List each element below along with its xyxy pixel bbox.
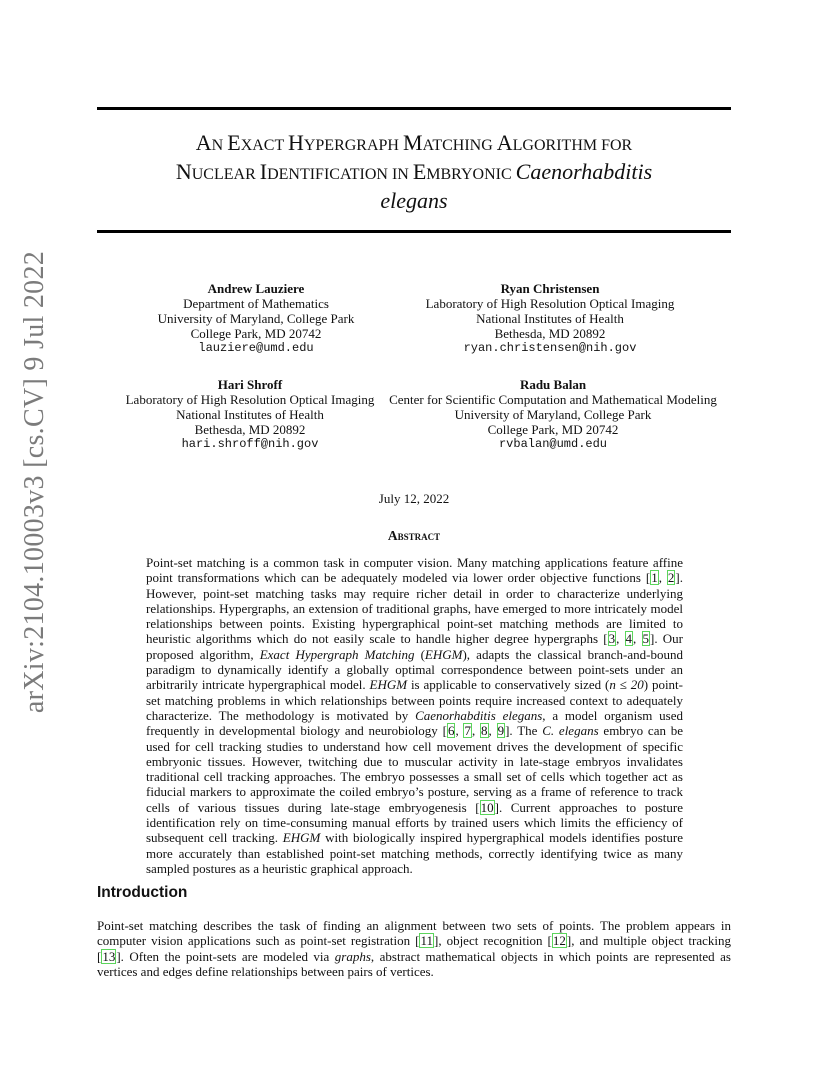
author-email[interactable]: hari.shroff@nih.gov — [181, 437, 319, 451]
title-text: ATCHING — [422, 137, 497, 154]
title-text: UCLEAR — [191, 166, 260, 183]
abstract-text: ]. Current approaches to posture identification rely on time-consuming manual efforts by trained users which limits the efficiency of subsequent cell tracking. — [146, 799, 684, 846]
citation-link[interactable]: 9 — [497, 723, 505, 739]
introduction-body — [97, 918, 731, 980]
author-affiliation: National Institutes of Health — [476, 311, 624, 326]
paper-title — [97, 130, 731, 214]
author-name: Hari Shroff — [217, 377, 283, 392]
citation-link[interactable]: 10 — [480, 799, 494, 815]
abstract-text: ) point-set matching problems in which relationships between points require increased context to adequately characterize. The methodology is motivated by — [146, 677, 684, 723]
citation-link[interactable]: 8 — [481, 723, 488, 739]
title-text: E — [227, 130, 241, 155]
top-rule — [97, 107, 731, 110]
abstract-emphasis: Caenorhabditis elegans — [415, 707, 543, 723]
author-block — [96, 377, 404, 452]
title-text: XACT — [240, 137, 288, 154]
citation-link[interactable]: 7 — [464, 723, 471, 739]
abstract-text: ( — [414, 646, 425, 662]
abstract-text: ), adapts the classical branch-and-bound paradigm to dynamically identify a globally optimal correspondence between point-sets under an arbitrarily intricate hypergraphical model. — [146, 646, 683, 693]
abstract-text: ]. Our proposed algorithm, — [146, 631, 684, 662]
citation-link[interactable]: 5 — [642, 631, 649, 647]
author-block — [395, 281, 705, 356]
bottom-rule — [97, 230, 731, 233]
title-text: I — [259, 159, 268, 184]
title-text: N — [211, 137, 228, 154]
abstract-text: is applicable to conservatively sized ( — [407, 677, 610, 693]
intro-emphasis: graphs — [334, 948, 371, 964]
abstract-emphasis: EHGM — [424, 646, 463, 662]
author-email[interactable]: ryan.christensen@nih.gov — [463, 341, 637, 355]
title-text: E — [412, 159, 427, 184]
abstract-emphasis: EHGM — [282, 830, 321, 846]
citation-link[interactable]: 2 — [667, 570, 675, 586]
abstract-text: , a model organism used frequently in developmental biology and neurobiology [ — [146, 707, 684, 739]
intro-text: , abstract mathematical objects in which points are represented as vertices and edges define relationships between pairs of vertices. — [97, 948, 731, 980]
citation-link[interactable]: 12 — [552, 933, 566, 949]
author-affiliation: Department of Mathematics — [183, 296, 329, 311]
author-affiliation: University of Maryland, College Park — [454, 407, 652, 422]
author-name: Ryan Christensen — [500, 281, 600, 296]
abstract-emphasis: EHGM — [369, 677, 408, 693]
citation-link[interactable]: 11 — [420, 933, 433, 949]
title-text: YPERGRAPH — [303, 137, 403, 154]
abstract-emphasis: C. elegans — [542, 723, 599, 739]
author-affiliation: Bethesda, MD 20892 — [194, 422, 306, 437]
title-text: DENTIFICATION IN — [267, 166, 413, 183]
author-affiliation: Center for Scientific Computation and Mathematical Modeling — [389, 392, 717, 407]
abstract-body: Point-set matching is a common task in computer vision. Many matching applications feature affine point transformations which can be adequately modeled via lower order objective functions [1, 2]. However, point-set matching tasks may require richer detail in order to characterize underlying relationships. Hypergraphs, an extension of traditional graphs, have emerged to more intricately model relationships between points. Existing hypergraphical point-set matching methods are limited to heuristic algorithms which do not easily scale to handle higher degree hypergraphs [3, 4, 5]. Our proposed algorithm, Exact Hypergraph Matching (EHGM), adapts the classical branch-and-bound paradigm to dynamically identify a globally optimal correspondence between point-sets under an arbitrarily intricate hypergraphical model. EHGM is applicable to conservatively sized (n ≤ 20) point-set matching problems in which relationships between points require increased context to adequately characterize. The methodology is motivated by Caenorhabditis elegans, a model organism used frequently in developmental biology and neurobiology [6, 7, 8, 9]. The C. elegans embryo can be used for cell tracking studies to understand how cell movement drives the development of specific embryonic tissues. However, twitching due to muscular activity in late-stage embryos invalidates traditional cell tracking approaches. The embryo possesses a small set of cells which together act as fiducial markers to approximate the coiled embryo’s posture, serving as a frame of reference to track cells of various tissues during late-stage embryogenesis [10]. Current approaches to posture identification rely on time-consuming manual efforts by trained users which limits the efficiency of subsequent cell tracking. EHGM with biologically inspired hypergraphical models identifies posture more accurately than established point-set matching methods, correctly identifying twice as many sampled postures as a heuristic graphical approach. — [146, 555, 684, 876]
section-heading-introduction: Introduction — [97, 884, 188, 901]
citation-link[interactable]: 6 — [447, 723, 455, 739]
author-affiliation: Laboratory of High Resolution Optical Imaging — [125, 392, 375, 407]
title-text: MBRYONIC — [426, 166, 516, 183]
abstract-text: ]. The — [505, 723, 543, 739]
title-text: A — [195, 130, 212, 155]
citation-link[interactable]: 4 — [625, 631, 633, 647]
author-affiliation: College Park, MD 20742 — [487, 422, 619, 437]
author-affiliation: Laboratory of High Resolution Optical Imaging — [425, 296, 675, 311]
intro-text: ], and multiple object tracking [ — [97, 933, 731, 964]
title-text: N — [175, 159, 192, 184]
author-affiliation: National Institutes of Health — [176, 407, 324, 422]
abstract-text: Point-set matching is a common task in computer vision. Many matching applications feature affine point transformations which can be adequately modeled via lower order objective functions [ — [146, 555, 683, 586]
author-affiliation: College Park, MD 20742 — [190, 326, 322, 341]
title-text: M — [402, 130, 423, 155]
abstract-heading — [97, 528, 731, 544]
paper-date: July 12, 2022 — [378, 491, 450, 506]
abstract-text: embryo can be used for cell tracking studies to understand how cell movement drives the development of specific embryonic tissues. However, twitching due to muscular activity in late-stage embryos invalidates traditional cell tracking approaches. The embryo possesses a small set of cells which together act as fiducial markers to approximate the coiled embryo’s posture, serving as a frame of reference to track cells of various tissues during late-stage embryogenesis [ — [146, 723, 684, 815]
citation-link[interactable]: 3 — [608, 631, 616, 647]
citation-link[interactable]: 1 — [651, 570, 658, 586]
author-email[interactable]: lauziere@umd.edu — [198, 341, 314, 355]
abstract-text: ]. However, point-set matching tasks may require richer detail in order to characterize underlying relationships. Hypergraphs, an extension of traditional graphs, have emerged to more intricately model relationships between points. Existing hypergraphical point-set matching methods are limited to heuristic algorithms which do not easily scale to handle higher degree hypergraphs [ — [146, 570, 684, 647]
arxiv-identifier: arXiv:2104.10003v3 [cs.CV] 9 Jul 2022 — [19, 250, 50, 714]
citation-link[interactable]: 13 — [102, 948, 116, 964]
author-block — [376, 377, 730, 452]
intro-text: Point-set matching describes the task of finding an alignment between two sets of points. The problem appears in computer vision applications such as point-set registration [ — [97, 918, 731, 949]
author-email[interactable]: rvbalan@umd.edu — [498, 437, 608, 451]
title-text: elegans — [380, 188, 448, 213]
title-text: LGORITHM FOR — [512, 137, 633, 154]
author-affiliation: University of Maryland, College Park — [157, 311, 355, 326]
title-text: Caenorhabditis — [515, 159, 653, 184]
title-text: A — [496, 130, 513, 155]
author-name: Radu Balan — [519, 377, 587, 392]
author-name: Andrew Lauziere — [207, 281, 305, 296]
title-text: H — [287, 130, 304, 155]
abstract-text: with biologically inspired hypergraphical models identifies posture more accurately than established point-set matching methods, correctly identifying twice as many sampled postures as a heuristic graphical approach. — [146, 830, 683, 876]
author-block — [106, 281, 406, 356]
intro-text: ], object recognition [ — [433, 933, 552, 949]
intro-text: ]. Often the point-sets are modeled via — [116, 948, 335, 964]
abstract-emphasis: Exact Hypergraph Matching — [259, 646, 415, 662]
abstract-heading-text: Abstract — [387, 528, 441, 543]
math-expression: n ≤ 20 — [609, 677, 644, 693]
author-affiliation: Bethesda, MD 20892 — [494, 326, 606, 341]
